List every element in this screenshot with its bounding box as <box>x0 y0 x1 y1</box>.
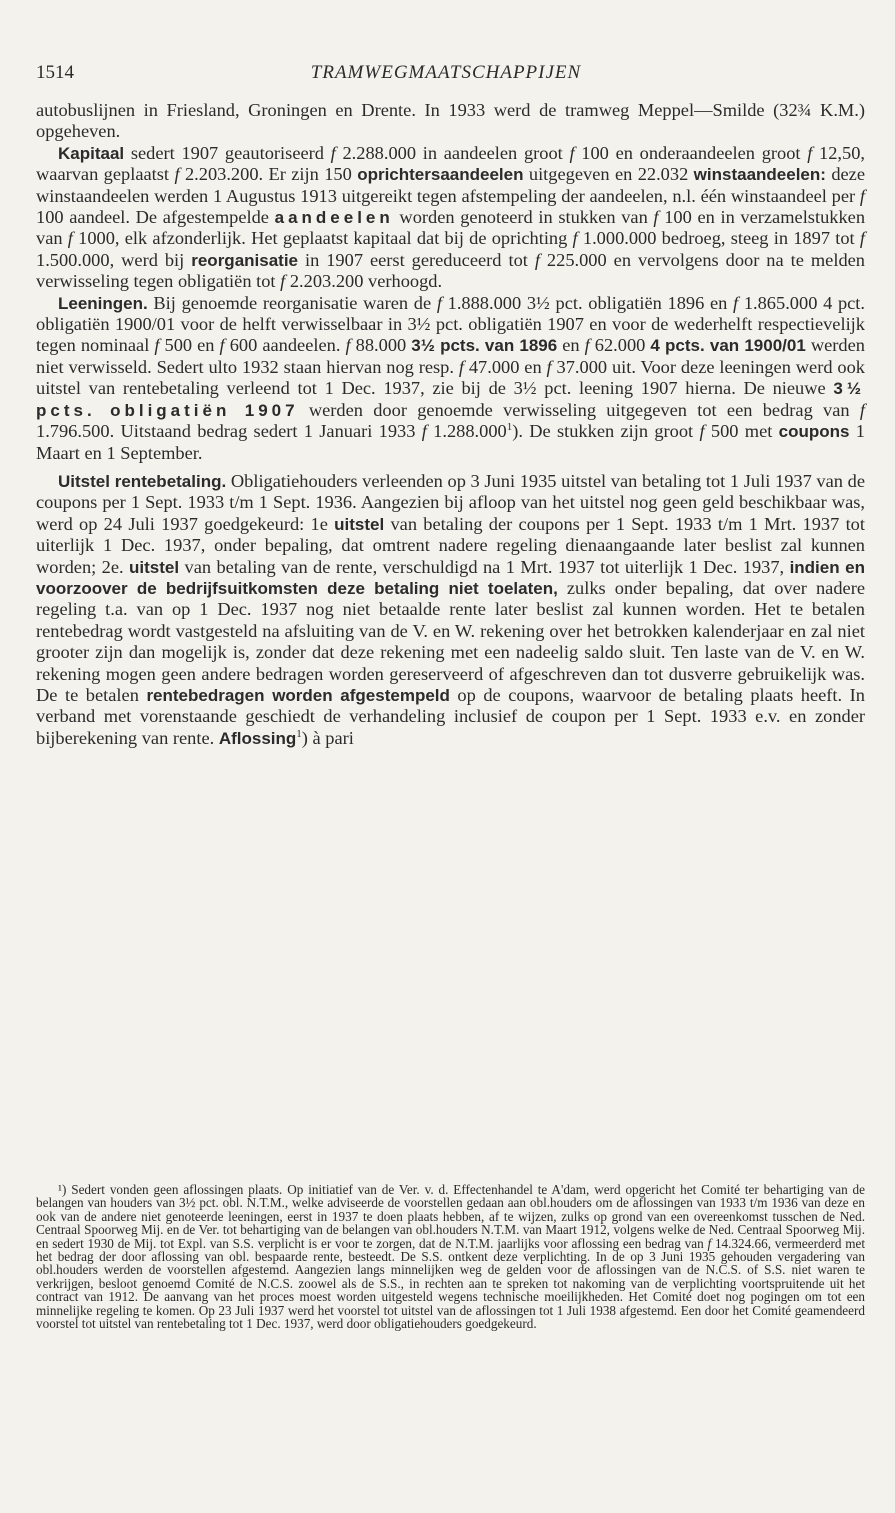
text-run: werden niet verwisseld. Sedert ulto 1932 staan hiervan nog resp. <box>36 335 865 377</box>
text-run: Bij genoemde reorganisatie waren de <box>147 292 437 313</box>
running-title: TRAMWEGMAATSCHAPPIJEN <box>310 62 582 83</box>
text-run: 100 en in verzamelstukken van <box>36 207 866 249</box>
text-run: 1.000.000 bedroeg, steeg in 1897 tot <box>577 228 860 249</box>
text-run: 1.288.000 <box>426 421 507 442</box>
bold-term: uitstel <box>129 557 180 577</box>
section-heading-kapitaal: Kapitaal <box>58 143 125 163</box>
text-run: uitgegeven en 22.032 <box>523 164 694 185</box>
text-run: van betaling der coupons per 1 Sept. 1933 t/m 1 Mrt. 1937 tot uiterlijk 1 Dec. 1937, onder bepaling, dat omtrent nadere regeling dienaangaande later beslist zal kunnen worden; 2e. <box>36 513 865 577</box>
text-run: K.M.) opgeheven. <box>36 100 865 142</box>
text-run: en <box>557 335 585 356</box>
page-number: 1514 <box>36 62 74 83</box>
guilder-symbol: f <box>584 335 590 356</box>
bold-term: coupons <box>778 422 850 442</box>
guilder-symbol: f <box>572 228 578 249</box>
bold-term: winstaandeelen: <box>693 165 826 185</box>
guilder-symbol: f <box>458 356 464 377</box>
guilder-symbol: f <box>546 356 552 377</box>
guilder-symbol: f <box>436 292 442 313</box>
guilder-symbol: f <box>345 335 351 356</box>
text-run: Obligatiehouders verleenden op 3 Juni 1935 uitstel van betaling tot 1 Juli 1937 van de coupons per 1 Sept. 1933 t/m 1 Sept. 1936. Aangezien bij afloop van het uitstel nog geen geld beschikbaar was, werd op 24 Juli 1937 goedgekeurd: 1e <box>36 470 866 534</box>
guilder-symbol: f <box>330 142 336 163</box>
bold-term: uitstel <box>334 514 385 534</box>
text-run: 2.203.200. Er zijn 150 <box>179 164 358 185</box>
text-run: ). De stukken zijn groot <box>512 421 700 442</box>
bold-term: reorganisatie <box>191 250 298 270</box>
section-heading-leeningen: Leeningen. <box>58 293 148 313</box>
footnote-ref: 1 <box>506 420 513 433</box>
text-run: 1.500.000, werd bij <box>36 249 192 270</box>
text-run: zulks onder bepaling, dat over nadere regeling t.a. van op 1 Dec. 1937 nog niet betaalde rente later beslist zal kunnen worden. Het te betalen rentebedrag wordt vastgesteld na afsluiting van de V. en W. rekening over het betrokken kalenderjaar en zal niet grooter zijn dan mogelijk is, zonder dat deze rekening met een nadeelig saldo sluit. Ten laste van de V. en W. rekening mogen geen andere bedragen worden gereserveerd of afgeschreven dan tot dusverre gebruikelijk was. De te betalen <box>36 577 865 705</box>
footnote-1 <box>36 1183 865 1330</box>
guilder-symbol: f <box>280 271 286 292</box>
guilder-symbol: f <box>421 421 427 442</box>
guilder-symbol: f <box>733 292 739 313</box>
text-run: autobuslijnen in Friesland, Groningen en Drente. In 1933 werd de tramweg Meppel—Smilde (32 <box>36 100 798 120</box>
page-header <box>36 62 856 90</box>
paragraph-uitstel-rentebetaling <box>36 471 865 749</box>
text-run: 1.796.500. Uitstaand bedrag sedert 1 Januari 1933 <box>36 421 422 442</box>
guilder-symbol: f <box>219 335 225 356</box>
paragraph-leeningen <box>36 293 865 464</box>
guilder-symbol: f <box>67 228 73 249</box>
text-run: 14.324.66, vermeerderd met het bedrag der door aflossing van obl. bespaarde rente, besteedt. De S.S. ontkent deze verplichting. In de op 3 Juni 1935 gehouden vergadering van obl.houders werden de voorstellen afgestemd. Aangezien langs minnelijken weg de gelden voor de aflossingen van de N.C.S. of S.S. niet waren te verkrijgen, besloot genoemd Comité de N.C.S. zoowel als de S.S., in rechten aan te spreken tot nakoming van de verplichting voortspruitende uit het contract van 1912. De aanvang van het proces moest worden uitgesteld wegens technische moeilijkheden. Het Comité doet nog pogingen om tot een minnelijke regeling te komen. Op 23 Juli 1937 werd het voorstel tot uitstel van de aflossingen tot 1 Juli 1938 afgestemd. Een door het Comité geamendeerd voorstel tot uitstel van rentebetaling tot 1 Dec. 1937, werd door obligatiehouders goedgekeurd. <box>36 1235 865 1332</box>
bold-term: rentebedragen worden afgestempeld <box>146 685 450 705</box>
text-run: werden door genoemde verwisseling uitgegeven tot een bedrag van <box>298 399 860 420</box>
text-run: 12,50, waarvan geplaatst <box>36 142 866 185</box>
guilder-symbol: f <box>859 228 865 249</box>
text-run: 62.000 <box>589 335 651 356</box>
guilder-symbol: f <box>569 142 575 163</box>
text-run: 2.203.200 verhoogd. <box>285 271 443 292</box>
section-heading-uitstel: Uitstel rentebetaling. <box>58 471 227 491</box>
bold-term: oprichtersaandeelen <box>357 165 524 185</box>
text-run: 1000, elk afzonderlijk. Het geplaatst kapitaal dat bij de oprichting <box>72 228 573 249</box>
text-run: 88.000 <box>350 335 412 356</box>
bold-term: Aflossing <box>218 728 297 748</box>
text-run: 2.288.000 in aandeelen groot <box>335 142 570 163</box>
text-run: 37.000 uit. Voor deze leeningen werd ook uitstel van rentebetaling verleend tot 1 Dec. 1937, zie bij de 3½ pct. leening 1907 hierna. De nieuwe <box>36 356 865 399</box>
footnote-ref: 1 <box>296 727 302 740</box>
body-text <box>36 100 865 749</box>
guilder-symbol: f <box>707 1235 712 1251</box>
text-run: ) à pari <box>301 727 354 748</box>
spaced-bold-term: 3½ pcts. obligatiën 1907 <box>36 379 865 420</box>
bold-term: 4 pcts. van 1900/01 <box>650 336 806 356</box>
text-run: op de coupons, waarvoor de betaling plaats heeft. In verband met vorenstaande geschiedt de verhandeling inclusief de coupon per 1 Sept. 1933 e.v. en zonder bijberekening van rente. <box>36 684 865 748</box>
guilder-symbol: f <box>859 185 865 206</box>
guilder-symbol: f <box>699 421 705 442</box>
text-run: 500 en <box>159 335 220 356</box>
text-run: 500 met <box>704 421 779 442</box>
text-run: van betaling van de rente, verschuldigd na 1 Mrt. 1937 tot uiterlijk 1 Dec. 1937, <box>179 556 790 577</box>
guilder-symbol: f <box>534 249 540 270</box>
guilder-symbol: f <box>807 142 813 163</box>
text-run: in 1907 eerst gereduceerd tot <box>298 249 535 270</box>
text-run: 100 aandeel. De afgestempelde <box>36 207 275 228</box>
bold-term: indien en voorzoover de bedrijfsuitkomsten deze betaling niet toelaten, <box>36 557 865 598</box>
paragraph-intro <box>36 100 865 143</box>
bold-term: 3½ pcts. van 1896 <box>411 336 558 356</box>
paragraph-kapitaal <box>36 143 865 293</box>
text-run: 1.865.000 4 pct. obligatiën 1900/01 voor de helft verwisselbaar in 3½ pct. obligatiën 1907 en voor de wederhelft respectievelijk tegen nominaal <box>36 292 866 356</box>
text-run: 1 Maart en 1 September. <box>36 421 865 463</box>
footnote-marker: ¹) <box>58 1182 67 1197</box>
text-run: sedert 1907 geautoriseerd <box>124 142 331 163</box>
text-run: deze winstaandeelen werden 1 Augustus 1913 uitgereikt tegen afstempeling der aandeelen, n.l. één winstaandeel per <box>36 164 866 206</box>
guilder-symbol: f <box>174 164 180 185</box>
text-run: Sedert vonden geen aflossingen plaats. Op initiatief van de Ver. v. d. Effectenhandel te A'dam, werd opgericht het Comité ter behartiging van de belangen van houders van 3½ pct. obl. N.T.M., welke adviseerde de voorstellen gedaan aan obl.houders om de aflossingen van 1933 t/m 1936 van deze en ook van de andere niet genoteerde leeningen, eerst in 1937 te doen plaats hebben, af te wijzen, zulks op grond van een overeenkomst tusschen de Ned. Centraal Spoorweg Mij. en de Ver. tot behartiging van de belangen van obl.houders N.T.M. van Maart 1912, volgens welke de Ned. Centraal Spoorweg Mij. en sedert 1930 de Mij. tot Expl. van S.S. verplicht is er voor te zorgen, dat de N.T.M. jaarlijks voor aflossing een bedrag van <box>36 1182 865 1251</box>
footnotes <box>36 1183 865 1330</box>
text-run: 47.000 en <box>463 356 547 377</box>
text-run: 100 en onderaandeelen groot <box>574 142 808 163</box>
guilder-symbol: f <box>859 399 865 420</box>
guilder-symbol: f <box>154 335 160 356</box>
text-run: 225.000 en vervolgens door na te melden verwisseling tegen obligatiën tot <box>36 249 865 292</box>
text-run: worden genoteerd in stukken van <box>393 207 654 228</box>
text-run: 1.888.000 3½ pct. obligatiën 1896 en <box>441 292 734 313</box>
fraction: ¾ <box>797 100 812 120</box>
text-run: 600 aandeelen. <box>224 335 346 356</box>
guilder-symbol: f <box>653 207 659 228</box>
spaced-bold-term: aandeelen <box>274 208 394 228</box>
